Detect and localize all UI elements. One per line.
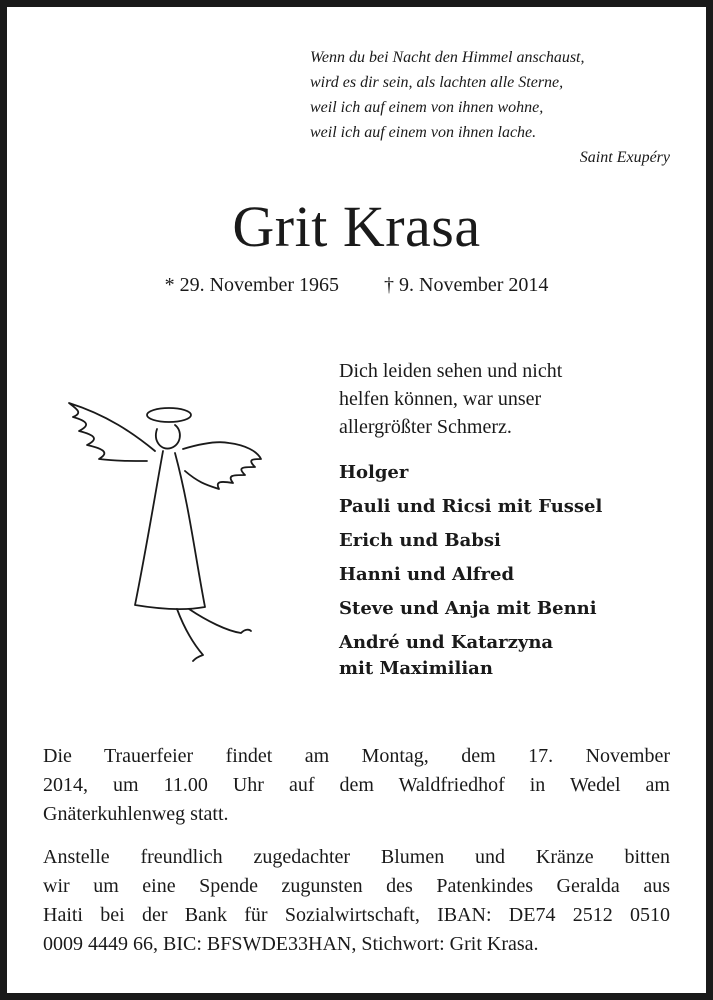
family-member-line: Steve und Anja mit Benni	[339, 598, 597, 619]
family-member-line: Pauli und Ricsi mit Fussel	[339, 496, 603, 517]
family-member-line: André und Katarzyna	[339, 632, 554, 653]
family-member	[339, 528, 679, 554]
saying-line: allergrößter Schmerz.	[339, 416, 512, 438]
angel-drawing-icon	[57, 385, 267, 665]
ceremony-line: Gnäterkuhlenweg statt.	[43, 803, 229, 825]
saying-line: helfen können, war unser	[339, 388, 542, 410]
quote-line: weil ich auf einem von ihnen lache.	[310, 124, 537, 141]
family-member	[339, 562, 679, 588]
ceremony-line: 2014, um 11.00 Uhr auf dem Waldfriedhof in Wedel am	[43, 774, 670, 796]
family-member-line: Hanni und Alfred	[339, 564, 515, 585]
donation-request	[43, 843, 670, 959]
family-member-line: mit Maximilian	[339, 658, 493, 679]
ceremony-info	[43, 742, 670, 829]
family-member	[339, 460, 679, 486]
birth-date: * 29. November 1965	[164, 274, 339, 296]
family-member	[339, 630, 679, 682]
death-date: † 9. November 2014	[384, 274, 549, 296]
donation-line: wir um eine Spende zugunsten des Patenkindes Geralda aus	[43, 875, 670, 897]
saying-line: Dich leiden sehen und nicht	[339, 360, 563, 382]
quote-line: weil ich auf einem von ihnen wohne,	[310, 99, 544, 116]
ceremony-line: Die Trauerfeier findet am Montag, dem 17. November	[43, 745, 670, 767]
family-member-line: Erich und Babsi	[339, 530, 501, 551]
family-list	[339, 460, 679, 690]
family-member	[339, 596, 679, 622]
donation-line: Anstelle freundlich zugedachter Blumen und Kränze bitten	[43, 846, 670, 868]
life-dates	[7, 271, 706, 299]
family-member	[339, 494, 679, 520]
donation-line: 0009 4449 66, BIC: BFSWDE33HAN, Stichwort: Grit Krasa.	[43, 933, 539, 955]
quote-line: wird es dir sein, als lachten alle Sterne,	[310, 74, 564, 91]
quote-block	[310, 45, 670, 170]
quote-author: Saint Exupéry	[579, 149, 670, 166]
mourning-saying	[339, 357, 679, 441]
quote-line: Wenn du bei Nacht den Himmel anschaust,	[310, 49, 585, 66]
family-member-line: Holger	[339, 462, 409, 483]
deceased-name: Grit Krasa	[232, 194, 481, 259]
donation-line: Haiti bei der Bank für Sozialwirtschaft, IBAN: DE74 2512 0510	[43, 904, 670, 926]
